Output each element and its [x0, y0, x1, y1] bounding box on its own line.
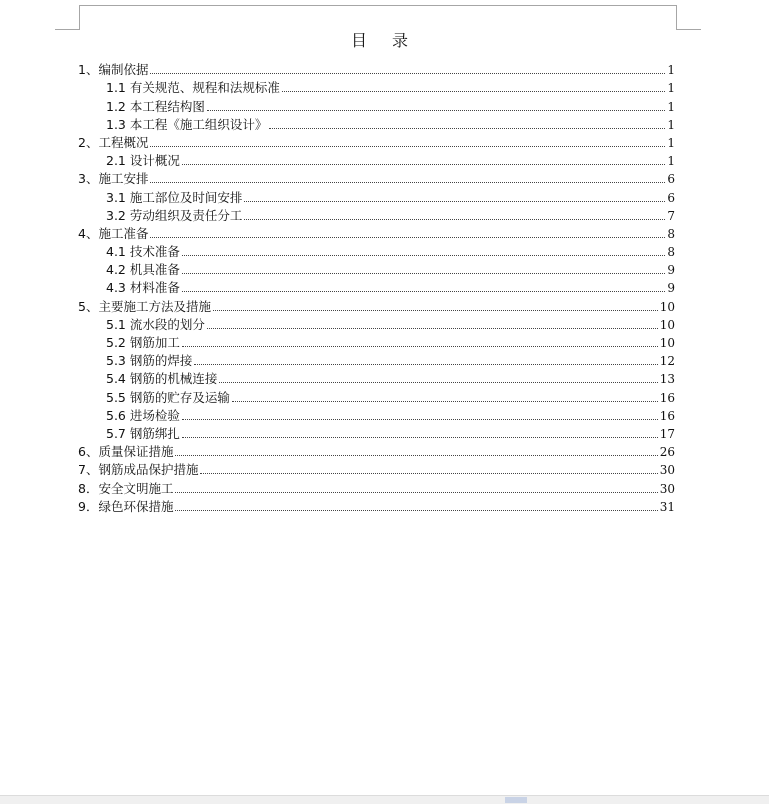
toc-entry[interactable]	[78, 425, 675, 443]
toc-entry[interactable]	[78, 188, 675, 206]
toc-entry-label: 5、主要施工方法及措施	[78, 298, 211, 314]
toc-leader-dots	[207, 109, 666, 111]
toc-entry-page: 10	[659, 317, 675, 332]
toc-entry[interactable]	[78, 261, 675, 279]
toc-leader-dots	[150, 145, 665, 147]
toc-entry[interactable]	[78, 79, 675, 97]
toc-entry-label: 4.1 技术准备	[106, 244, 180, 260]
toc-entry-label: 3.2 劳动组织及责任分工	[106, 207, 243, 223]
toc-leader-dots	[182, 418, 658, 420]
toc-leader-dots	[150, 72, 665, 74]
toc-entry-label: 4.3 材料准备	[106, 280, 180, 296]
toc-entry-label: 1、编制依据	[78, 62, 149, 78]
toc-leader-dots	[269, 127, 665, 129]
toc-entry[interactable]	[78, 352, 675, 370]
toc-entry-page: 31	[659, 499, 675, 514]
toc-entry-label: 3.1 施工部位及时间安排	[106, 189, 243, 205]
toc-leader-dots	[200, 472, 657, 474]
toc-entry-label: 8．安全文明施工	[78, 480, 174, 496]
toc-entry-page: 1	[667, 117, 675, 132]
toc-entry[interactable]	[78, 152, 675, 170]
toc-entry[interactable]	[78, 116, 675, 134]
toc-leader-dots	[175, 491, 657, 493]
toc-entry[interactable]	[78, 388, 675, 406]
toc-entry-page: 10	[659, 336, 675, 350]
toc-entry-page: 12	[659, 354, 675, 369]
page-title: 目 录	[350, 31, 419, 50]
toc-entry-page: 1	[667, 81, 675, 96]
toc-entry[interactable]	[78, 170, 675, 188]
toc-entry[interactable]	[78, 97, 675, 115]
toc-entry[interactable]	[78, 243, 675, 261]
toc-entry-page: 26	[659, 445, 675, 460]
toc-entry[interactable]	[78, 134, 675, 152]
toc-leader-dots	[219, 381, 657, 383]
toc-entry-page: 8	[667, 226, 675, 241]
toc-leader-dots	[194, 363, 657, 365]
toc-entry-page: 6	[667, 190, 675, 205]
toc-entry[interactable]	[78, 61, 675, 79]
toc-entry-label: 1.1 有关规范、规程和法规标准	[106, 80, 280, 96]
scrollbar-thumb[interactable]	[505, 797, 527, 803]
toc-leader-dots	[207, 327, 658, 329]
table-of-contents	[78, 61, 675, 516]
toc-leader-dots	[182, 272, 666, 274]
toc-entry-page: 1	[667, 99, 675, 114]
toc-entry[interactable]	[78, 279, 675, 297]
toc-entry-label: 2.1 设计概况	[106, 153, 180, 169]
toc-entry-page: 30	[659, 463, 675, 478]
toc-entry-page: 13	[659, 372, 675, 387]
toc-entry-page: 10	[659, 299, 675, 314]
toc-entry-page: 1	[667, 154, 675, 169]
toc-entry-label: 7、钢筋成品保护措施	[78, 462, 199, 478]
toc-entry[interactable]	[78, 225, 675, 243]
toc-entry-page: 9	[667, 281, 675, 296]
toc-leader-dots	[182, 163, 666, 165]
toc-leader-dots	[244, 200, 665, 202]
toc-entry-label: 9．绿色环保措施	[78, 498, 174, 514]
toc-entry-label: 2、工程概况	[78, 134, 149, 150]
toc-leader-dots	[175, 454, 657, 456]
toc-entry-page: 9	[667, 263, 675, 278]
page-top-edge	[79, 5, 676, 6]
toc-entry-label: 5.5 钢筋的贮存及运输	[106, 389, 230, 405]
toc-entry-label: 3、施工安排	[78, 171, 149, 187]
toc-leader-dots	[182, 254, 666, 256]
toc-entry[interactable]	[78, 461, 675, 479]
toc-entry-label: 1.3 本工程《施工组织设计》	[106, 116, 268, 132]
toc-leader-dots	[244, 218, 665, 220]
toc-entry-label: 4.2 机具准备	[106, 262, 180, 278]
toc-entry-label: 5.4 钢筋的机械连接	[106, 371, 218, 387]
toc-leader-dots	[182, 436, 658, 438]
toc-entry[interactable]	[78, 207, 675, 225]
toc-entry-label: 5.2 钢筋加工	[106, 335, 180, 350]
toc-entry-label: 1.2 本工程结构图	[106, 98, 205, 114]
toc-entry-label: 5.7 钢筋绑扎	[106, 425, 180, 441]
toc-leader-dots	[213, 309, 658, 311]
toc-entry-page: 6	[667, 172, 675, 187]
toc-entry[interactable]	[78, 498, 675, 516]
toc-entry-label: 5.3 钢筋的焊接	[106, 353, 193, 369]
toc-leader-dots	[232, 400, 658, 402]
toc-entry[interactable]	[78, 297, 675, 315]
crop-mark-top-left	[55, 5, 80, 30]
toc-entry-page: 16	[659, 390, 675, 405]
toc-entry[interactable]	[78, 443, 675, 461]
toc-entry[interactable]	[78, 370, 675, 388]
toc-leader-dots	[175, 509, 657, 511]
toc-entry-page: 16	[659, 408, 675, 423]
crop-mark-top-right	[676, 5, 701, 30]
toc-entry-page: 30	[659, 481, 675, 496]
toc-entry-label: 5.1 流水段的划分	[106, 316, 205, 332]
toc-entry[interactable]	[78, 334, 675, 352]
toc-leader-dots	[182, 290, 666, 292]
toc-leader-dots	[150, 236, 665, 238]
toc-entry-label: 4、施工准备	[78, 225, 149, 241]
toc-entry[interactable]	[78, 479, 675, 497]
toc-entry-label: 6、质量保证措施	[78, 444, 174, 460]
toc-entry-page: 1	[667, 135, 675, 150]
toc-leader-dots	[150, 181, 665, 183]
toc-leader-dots	[182, 345, 658, 347]
toc-entry-label: 5.6 进场检验	[106, 407, 180, 423]
toc-entry-page: 7	[667, 208, 675, 223]
toc-entry-page: 17	[659, 426, 675, 441]
toc-entry[interactable]	[78, 407, 675, 425]
toc-entry[interactable]	[78, 316, 675, 334]
toc-entry-page: 1	[667, 63, 675, 78]
toc-entry-page: 8	[667, 245, 675, 260]
toc-leader-dots	[282, 90, 666, 92]
